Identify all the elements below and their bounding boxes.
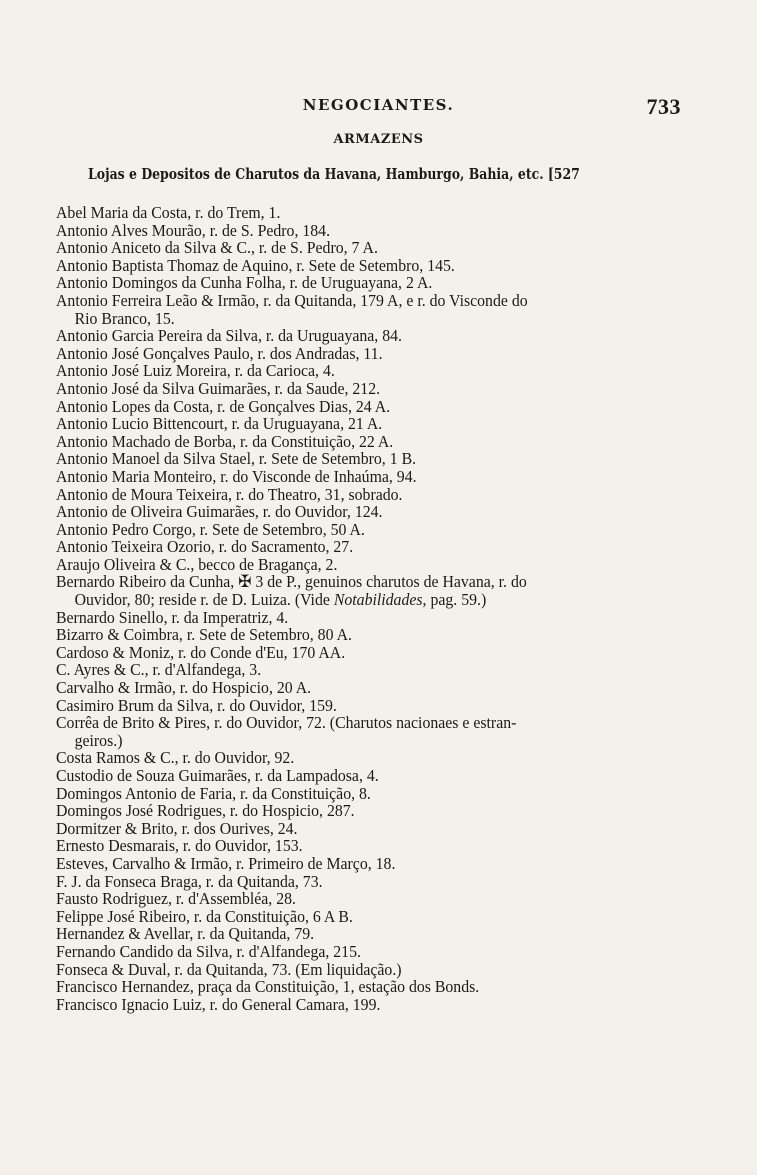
list-item: Antonio de Moura Teixeira, r. do Theatro, 31, sobrado.: [56, 484, 403, 504]
list-item: Casimiro Brum da Silva, r. do Ouvidor, 159.: [56, 695, 337, 715]
list-item: Carvalho & Irmão, r. do Hospicio, 20 A.: [56, 678, 312, 698]
list-item: Francisco Ignacio Luiz, r. do General Camara, 199.: [56, 994, 381, 1014]
list-item: Araujo Oliveira & C., becco de Bragança, 2.: [56, 554, 338, 574]
list-item: Cardoso & Moniz, r. do Conde d'Eu, 170 AA.: [56, 642, 346, 662]
list-item: Bernardo Ribeiro da Cunha, ✠ 3 de P., genuinos charutos de Havana, r. do: [56, 572, 527, 592]
list-item: Dormitzer & Brito, r. dos Ourives, 24.: [56, 818, 298, 838]
list-item: Antonio Baptista Thomaz de Aquino, r. Sete de Setembro, 145.: [56, 255, 455, 275]
list-item: Antonio Domingos da Cunha Folha, r. de Uruguayana, 2 A.: [56, 273, 433, 293]
list-item: C. Ayres & C., r. d'Alfandega, 3.: [56, 660, 262, 680]
list-item: Esteves, Carvalho & Irmão, r. Primeiro de Março, 18.: [56, 853, 396, 873]
list-item: Antonio Lucio Bittencourt, r. da Uruguayana, 21 A.: [56, 414, 383, 434]
list-item: Antonio Garcia Pereira da Silva, r. da Uruguayana, 84.: [56, 326, 402, 346]
list-item: Antonio José Gonçalves Paulo, r. dos Andradas, 11.: [56, 343, 383, 363]
list-item: Fonseca & Duval, r. da Quitanda, 73. (Em liquidação.): [56, 959, 402, 979]
list-item: Antonio Teixeira Ozorio, r. do Sacramento, 27.: [56, 537, 354, 557]
list-item: Costa Ramos & C., r. do Ouvidor, 92.: [56, 748, 295, 768]
list-item-continuation: Ouvidor, 80; reside r. de D. Luiza. (Vide Notabilidades, pag. 59.): [74, 590, 487, 610]
list-item: Antonio Ferreira Leão & Irmão, r. da Quitanda, 179 A, e r. do Visconde do: [56, 290, 528, 310]
list-item: Antonio Lopes da Costa, r. de Gonçalves Dias, 24 A.: [56, 396, 391, 416]
list-item-continuation: Rio Branco, 15.: [74, 308, 175, 328]
list-item: Antonio Alves Mourão, r. de S. Pedro, 184.: [56, 220, 331, 240]
list-item: Antonio Maria Monteiro, r. do Visconde de Inhaúma, 94.: [56, 466, 417, 486]
list-item: Fernando Candido da Silva, r. d'Alfandega, 215.: [56, 941, 361, 961]
list-item: Hernandez & Avellar, r. da Quitanda, 79.: [56, 924, 315, 944]
list-item: Bizarro & Coimbra, r. Sete de Setembro, 80 A.: [56, 625, 352, 645]
section-title: ARMAZENS: [333, 132, 424, 147]
list-item: Antonio Manoel da Silva Stael, r. Sete de Setembro, 1 B.: [56, 449, 417, 469]
list-item: Antonio José Luiz Moreira, r. da Carioca, 4.: [56, 361, 335, 381]
page-number: 733: [646, 94, 681, 119]
list-item: Bernardo Sinello, r. da Imperatriz, 4.: [56, 607, 289, 627]
list-item: Antonio Pedro Corgo, r. Sete de Setembro, 50 A.: [56, 519, 365, 539]
list-item-continuation: geiros.): [74, 730, 123, 750]
list-item: F. J. da Fonseca Braga, r. da Quitanda, 73.: [56, 871, 323, 891]
list-item: Corrêa de Brito & Pires, r. do Ouvidor, 72. (Charutos nacionaes e estran-: [56, 713, 517, 733]
entry-list: [56, 204, 686, 1013]
list-item: Ernesto Desmarais, r. do Ouvidor, 153.: [56, 836, 303, 856]
list-item: Felippe José Ribeiro, r. da Constituição, 6 A B.: [56, 906, 353, 926]
list-item: Custodio de Souza Guimarães, r. da Lampadosa, 4.: [56, 766, 379, 785]
list-item: Domingos Antonio de Faria, r. da Constituição, 8.: [56, 783, 371, 803]
list-item: Antonio de Oliveira Guimarães, r. do Ouvidor, 124.: [56, 502, 383, 522]
list-item: Abel Maria da Costa, r. do Trem, 1.: [56, 203, 281, 222]
list-item: Antonio Machado de Borba, r. da Constituição, 22 A.: [56, 431, 394, 451]
list-item: Domingos José Rodrigues, r. do Hospicio, 287.: [56, 801, 355, 821]
list-item: Fausto Rodriguez, r. d'Assembléa, 28.: [56, 889, 296, 909]
running-head: NEGOCIANTES.: [302, 96, 455, 114]
list-item: Antonio José da Silva Guimarães, r. da Saude, 212.: [56, 378, 381, 398]
list-item: Antonio Aniceto da Silva & C., r. de S. Pedro, 7 A.: [56, 238, 378, 258]
list-item: Francisco Hernandez, praça da Constituição, 1, estação dos Bonds.: [56, 977, 480, 997]
category-subtitle: Lojas e Depositos de Charutos da Havana, Hamburgo, Bahia, etc. [527: [88, 166, 580, 183]
